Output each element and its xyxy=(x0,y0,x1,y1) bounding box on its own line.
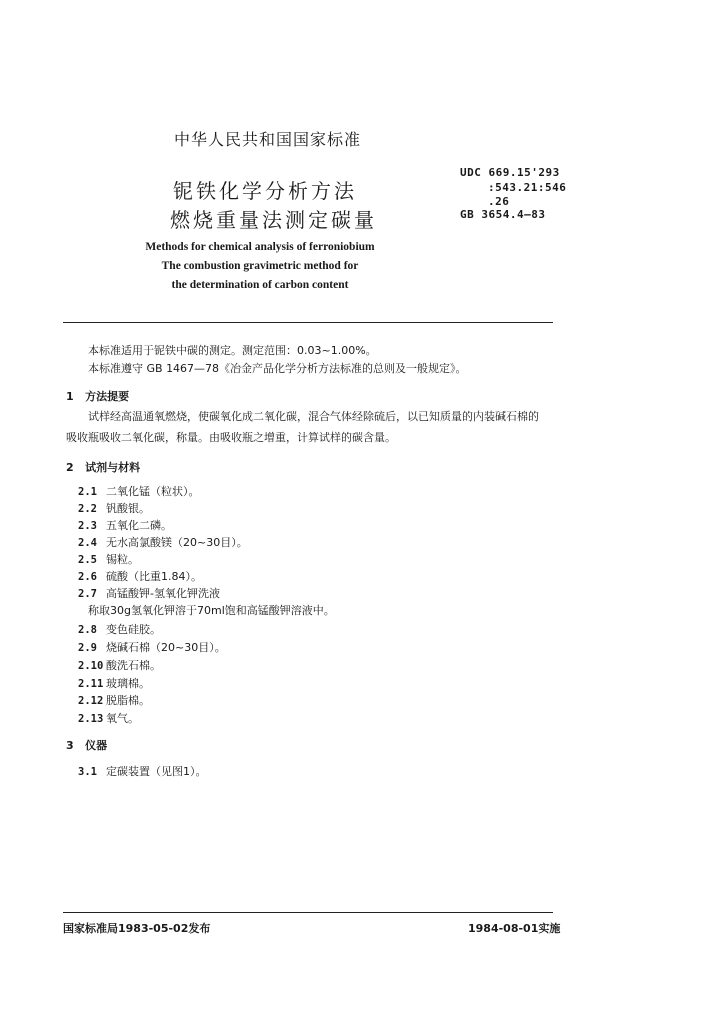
section-3-title: 仪器 xyxy=(85,739,108,752)
item-2-7: 2.7 高锰酸钾-氢氧化钾洗液 xyxy=(78,587,220,600)
item-2-7-detail: 称取30g氢氧化钾溶于70ml饱和高锰酸钾溶液中。 xyxy=(88,604,335,617)
udc-line-1: UDC 669.15'293 xyxy=(460,166,560,179)
item-2-4: 2.4 无水高氯酸镁（20~30目）。 xyxy=(78,536,248,549)
issue-date: 国家标准局1983-05-02发布 xyxy=(63,922,211,935)
section-2-title: 试剂与材料 xyxy=(85,461,141,474)
item-2-2: 2.2 钒酸银。 xyxy=(78,502,150,515)
item-2-5: 2.5 锡粒。 xyxy=(78,553,139,566)
title-cn-line-1: 铌铁化学分析方法 xyxy=(173,179,357,203)
header-divider xyxy=(63,322,553,323)
item-2-12: 2.12 脱脂棉。 xyxy=(78,694,150,707)
section-2-number: 2 xyxy=(66,461,74,474)
section-3-number: 3 xyxy=(66,739,74,752)
item-2-10: 2.10 酸洗石棉。 xyxy=(78,659,161,672)
section-1-line-2: 吸收瓶吸收二氧化碳，称量。由吸收瓶之增重，计算试样的碳含量。 xyxy=(66,431,396,444)
title-en-line-1: Methods for chemical analysis of ferroniobium xyxy=(145,241,375,253)
udc-line-3: .26 xyxy=(488,195,510,208)
footer-divider xyxy=(63,912,553,913)
section-1-number: 1 xyxy=(66,390,74,403)
section-3-heading xyxy=(66,737,107,753)
section-1-line-1: 试样经高温通氧燃烧，使碳氧化成二氧化碳，混合气体经除硫后，以已知质量的内装碱石棉的 xyxy=(88,410,539,423)
title-en-line-3: the determination of carbon content xyxy=(171,279,349,291)
item-2-1: 2.1 二氧化锰（粒状）。 xyxy=(78,485,200,498)
item-2-9: 2.9 烧碱石棉（20~30目）。 xyxy=(78,641,226,654)
effective-date: 1984-08-01实施 xyxy=(468,922,561,935)
section-1-heading xyxy=(66,388,129,404)
item-2-3: 2.3 五氧化二磷。 xyxy=(78,519,172,532)
gb-number: GB 3654.4—83 xyxy=(460,208,546,221)
section-1-title: 方法提要 xyxy=(85,390,130,403)
title-en-line-2: The combustion gravimetric method for xyxy=(161,260,359,272)
intro-scope: 本标准适用于铌铁中碳的测定。测定范围：0.03~1.00%。 xyxy=(88,344,377,357)
country-standard-heading: 中华人民共和国国家标准 xyxy=(174,130,362,149)
item-3-1: 3.1 定碳装置（见图1）。 xyxy=(78,765,207,778)
title-cn-line-2: 燃烧重量法测定碳量 xyxy=(170,208,377,232)
intro-compliance: 本标准遵守 GB 1467—78《冶金产品化学分析方法标准的总则及一般规定》。 xyxy=(88,362,467,375)
udc-line-2: :543.21:546 xyxy=(488,181,567,194)
item-2-8: 2.8 变色硅胶。 xyxy=(78,623,161,636)
item-2-13: 2.13 氧气。 xyxy=(78,712,139,725)
item-2-11: 2.11 玻璃棉。 xyxy=(78,677,150,690)
section-2-heading xyxy=(66,459,140,475)
item-2-6: 2.6 硫酸（比重1.84）。 xyxy=(78,570,202,583)
